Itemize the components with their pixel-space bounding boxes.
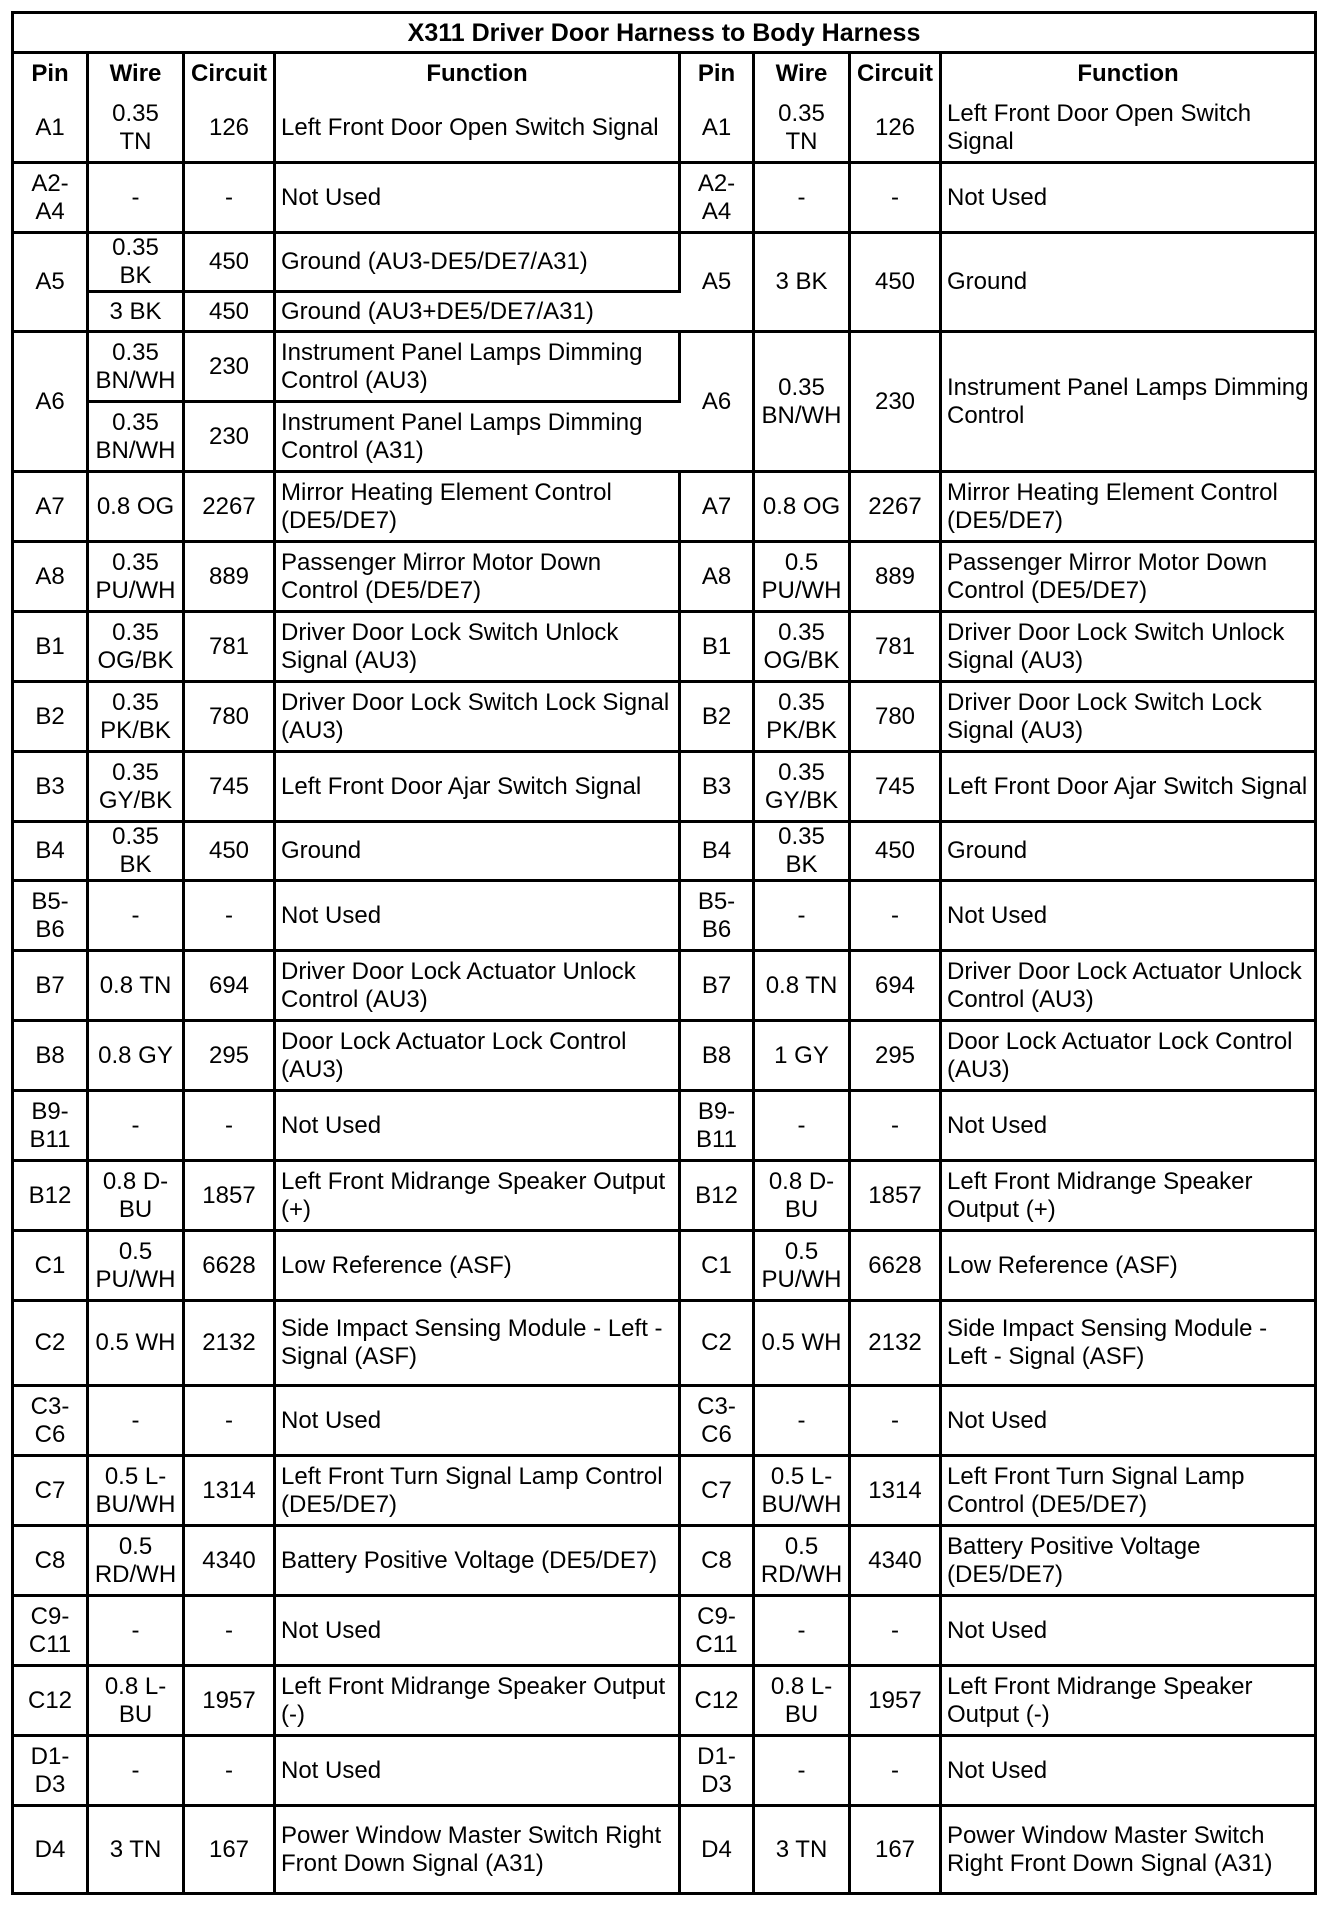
- circuit-cell: 4340: [851, 1527, 942, 1597]
- circuit-cell: 2267: [185, 473, 276, 543]
- wire-cell: 0.35 PK/BK: [89, 683, 185, 753]
- wire-cell: 0.35 OG/BK: [89, 613, 185, 683]
- wire-cell: 0.5 L-BU/WH: [755, 1457, 851, 1527]
- pin-cell: B3: [681, 753, 755, 823]
- wire-cell: 0.35 GY/BK: [89, 753, 185, 823]
- circuit-cell: -: [185, 164, 276, 234]
- function-cell: Instrument Panel Lamps Dimming Control: [942, 333, 1314, 473]
- wire-cell: -: [755, 882, 851, 952]
- circuit-cell: 450: [185, 234, 276, 293]
- circuit-cell: -: [851, 882, 942, 952]
- pin-cell: C1: [681, 1232, 755, 1302]
- table-row: [14, 1457, 1314, 1527]
- wire-cell: 3 TN: [89, 1807, 185, 1892]
- function-cell: Not Used: [942, 1737, 1314, 1807]
- circuit-cell: -: [185, 1737, 276, 1807]
- function-cell: Ground (AU3-DE5/DE7/A31): [276, 234, 681, 293]
- function-cell: Driver Door Lock Switch Lock Signal (AU3): [276, 683, 681, 753]
- function-cell: Not Used: [276, 1092, 681, 1162]
- wire-cell: 0.35 BK: [89, 823, 185, 882]
- table-row: [14, 1092, 1314, 1162]
- table-row: [14, 683, 1314, 753]
- circuit-cell: 167: [851, 1807, 942, 1892]
- pin-cell: D4: [14, 1807, 89, 1892]
- circuit-cell: 889: [851, 543, 942, 613]
- wire-cell: 0.35 BK: [89, 234, 185, 293]
- table-row: [14, 1807, 1314, 1892]
- function-cell: Ground: [942, 234, 1314, 333]
- harness-table-wrapper: [11, 11, 1317, 1895]
- table-row: [14, 94, 1314, 164]
- pin-cell: D1-D3: [681, 1737, 755, 1807]
- circuit-cell: 230: [851, 333, 942, 473]
- wire-cell: 0.8 OG: [89, 473, 185, 543]
- function-cell: Ground: [276, 823, 681, 882]
- function-cell: Driver Door Lock Switch Unlock Signal (AU3): [276, 613, 681, 683]
- circuit-cell: 167: [185, 1807, 276, 1892]
- pin-cell: B8: [681, 1022, 755, 1092]
- circuit-cell: 2267: [851, 473, 942, 543]
- function-cell: Left Front Door Open Switch Signal: [276, 94, 681, 164]
- circuit-cell: 1857: [185, 1162, 276, 1232]
- function-cell: Ground: [942, 823, 1314, 882]
- wire-cell: 0.35 BN/WH: [755, 333, 851, 473]
- circuit-cell: 450: [851, 234, 942, 333]
- circuit-cell: -: [851, 1737, 942, 1807]
- wire-cell: 0.8 D-BU: [755, 1162, 851, 1232]
- wire-cell: 0.35 BK: [755, 823, 851, 882]
- pin-cell: C12: [14, 1667, 89, 1737]
- pin-cell: C2: [14, 1302, 89, 1387]
- function-cell: Low Reference (ASF): [276, 1232, 681, 1302]
- circuit-cell: 4340: [185, 1527, 276, 1597]
- wire-cell: 3 BK: [89, 293, 185, 333]
- pin-cell: A2-A4: [14, 164, 89, 234]
- wire-cell: 0.5 RD/WH: [755, 1527, 851, 1597]
- function-cell: Not Used: [276, 1387, 681, 1457]
- wire-cell: 1 GY: [755, 1022, 851, 1092]
- circuit-cell: 450: [185, 823, 276, 882]
- function-cell: Left Front Door Ajar Switch Signal: [276, 753, 681, 823]
- wire-cell: 0.35 OG/BK: [755, 613, 851, 683]
- wire-cell: 3 TN: [755, 1807, 851, 1892]
- circuit-cell: 694: [851, 952, 942, 1022]
- wire-cell: 0.5 PU/WH: [755, 543, 851, 613]
- circuit-cell: 745: [185, 753, 276, 823]
- col-header-circuit: Circuit: [185, 54, 276, 94]
- table-row: [14, 473, 1314, 543]
- pin-cell: B7: [14, 952, 89, 1022]
- function-cell: Side Impact Sensing Module - Left - Signal (ASF): [942, 1302, 1314, 1387]
- function-cell: Driver Door Lock Actuator Unlock Control (AU3): [942, 952, 1314, 1022]
- table-row: [14, 952, 1314, 1022]
- pin-cell: C8: [14, 1527, 89, 1597]
- circuit-cell: -: [185, 1597, 276, 1667]
- wire-cell: -: [89, 1597, 185, 1667]
- pin-cell: B12: [14, 1162, 89, 1232]
- wire-cell: 0.5 WH: [89, 1302, 185, 1387]
- circuit-cell: 230: [185, 333, 276, 403]
- pin-cell: C9-C11: [681, 1597, 755, 1667]
- wire-cell: 0.8 L-BU: [755, 1667, 851, 1737]
- pin-cell: A1: [681, 94, 755, 164]
- wire-cell: -: [755, 1092, 851, 1162]
- pin-cell: A7: [681, 473, 755, 543]
- function-cell: Mirror Heating Element Control (DE5/DE7): [942, 473, 1314, 543]
- pin-cell: A7: [14, 473, 89, 543]
- pin-cell: C8: [681, 1527, 755, 1597]
- circuit-cell: 295: [185, 1022, 276, 1092]
- circuit-cell: 2132: [185, 1302, 276, 1387]
- circuit-cell: 230: [185, 403, 276, 473]
- function-cell: Left Front Door Open Switch Signal: [942, 94, 1314, 164]
- wire-cell: 0.8 L-BU: [89, 1667, 185, 1737]
- header-row: [14, 54, 1314, 94]
- pin-cell: D1-D3: [14, 1737, 89, 1807]
- function-cell: Battery Positive Voltage (DE5/DE7): [942, 1527, 1314, 1597]
- function-cell: Driver Door Lock Switch Unlock Signal (AU3): [942, 613, 1314, 683]
- function-cell: Left Front Midrange Speaker Output (-): [276, 1667, 681, 1737]
- wire-cell: 0.35 TN: [89, 94, 185, 164]
- harness-pinout-table: [11, 11, 1317, 1895]
- wire-cell: 0.8 TN: [755, 952, 851, 1022]
- pin-cell: B8: [14, 1022, 89, 1092]
- circuit-cell: 1857: [851, 1162, 942, 1232]
- wire-cell: -: [89, 1092, 185, 1162]
- circuit-cell: -: [185, 882, 276, 952]
- function-cell: Left Front Turn Signal Lamp Control (DE5/DE7): [276, 1457, 681, 1527]
- pin-cell: B5-B6: [14, 882, 89, 952]
- wire-cell: 0.8 OG: [755, 473, 851, 543]
- pin-cell: B1: [14, 613, 89, 683]
- col-header-wire: Wire: [755, 54, 851, 94]
- function-cell: Not Used: [942, 1092, 1314, 1162]
- function-cell: Driver Door Lock Switch Lock Signal (AU3): [942, 683, 1314, 753]
- pin-cell: B9-B11: [681, 1092, 755, 1162]
- circuit-cell: -: [851, 1597, 942, 1667]
- circuit-cell: 1314: [185, 1457, 276, 1527]
- function-cell: Left Front Door Ajar Switch Signal: [942, 753, 1314, 823]
- wire-cell: -: [89, 1737, 185, 1807]
- wire-cell: 0.8 D-BU: [89, 1162, 185, 1232]
- pin-cell: C7: [14, 1457, 89, 1527]
- col-header-circuit: Circuit: [851, 54, 942, 94]
- pin-cell: B7: [681, 952, 755, 1022]
- circuit-cell: 1957: [185, 1667, 276, 1737]
- table-row: [14, 543, 1314, 613]
- function-cell: Instrument Panel Lamps Dimming Control (A31): [276, 403, 681, 473]
- pin-cell: C7: [681, 1457, 755, 1527]
- wire-cell: 0.35 PK/BK: [755, 683, 851, 753]
- circuit-cell: -: [185, 1092, 276, 1162]
- circuit-cell: 126: [185, 94, 276, 164]
- wire-cell: 0.5 PU/WH: [89, 1232, 185, 1302]
- function-cell: Instrument Panel Lamps Dimming Control (AU3): [276, 333, 681, 403]
- function-cell: Side Impact Sensing Module - Left - Signal (ASF): [276, 1302, 681, 1387]
- function-cell: Not Used: [276, 1597, 681, 1667]
- wire-cell: 0.35 BN/WH: [89, 333, 185, 403]
- table-row: [14, 1597, 1314, 1667]
- table-body: [14, 94, 1314, 1892]
- pin-cell: C2: [681, 1302, 755, 1387]
- function-cell: Left Front Midrange Speaker Output (-): [942, 1667, 1314, 1737]
- table-row: [14, 1232, 1314, 1302]
- circuit-cell: 780: [185, 683, 276, 753]
- pin-cell: A2-A4: [681, 164, 755, 234]
- function-cell: Left Front Midrange Speaker Output (+): [276, 1162, 681, 1232]
- table-row: [14, 882, 1314, 952]
- function-cell: Not Used: [942, 1387, 1314, 1457]
- table-row: [14, 164, 1314, 234]
- wire-cell: 0.5 PU/WH: [755, 1232, 851, 1302]
- table-row: [14, 1527, 1314, 1597]
- function-cell: Not Used: [276, 1737, 681, 1807]
- pin-cell: C12: [681, 1667, 755, 1737]
- table-row: [14, 1387, 1314, 1457]
- pin-cell: C3-C6: [14, 1387, 89, 1457]
- function-cell: Driver Door Lock Actuator Unlock Control (AU3): [276, 952, 681, 1022]
- wire-cell: 0.5 WH: [755, 1302, 851, 1387]
- pin-cell: B4: [14, 823, 89, 882]
- circuit-cell: 1957: [851, 1667, 942, 1737]
- wire-cell: -: [89, 164, 185, 234]
- table-row: [14, 333, 1314, 403]
- wire-cell: 0.5 L-BU/WH: [89, 1457, 185, 1527]
- table-row: [14, 823, 1314, 882]
- function-cell: Door Lock Actuator Lock Control (AU3): [276, 1022, 681, 1092]
- pin-cell: B3: [14, 753, 89, 823]
- pin-cell: A5: [681, 234, 755, 333]
- circuit-cell: 450: [185, 293, 276, 333]
- pin-cell: C9-C11: [14, 1597, 89, 1667]
- wire-cell: 3 BK: [755, 234, 851, 333]
- table-row: [14, 613, 1314, 683]
- function-cell: Not Used: [942, 1597, 1314, 1667]
- circuit-cell: 450: [851, 823, 942, 882]
- pin-cell: B5-B6: [681, 882, 755, 952]
- col-header-function: Function: [276, 54, 681, 94]
- function-cell: Not Used: [942, 164, 1314, 234]
- pin-cell: A6: [681, 333, 755, 473]
- wire-cell: 0.35 BN/WH: [89, 403, 185, 473]
- circuit-cell: 781: [185, 613, 276, 683]
- function-cell: Left Front Turn Signal Lamp Control (DE5/DE7): [942, 1457, 1314, 1527]
- table-row: [14, 1162, 1314, 1232]
- pin-cell: C1: [14, 1232, 89, 1302]
- function-cell: Low Reference (ASF): [942, 1232, 1314, 1302]
- pin-cell: A6: [14, 333, 89, 473]
- circuit-cell: 2132: [851, 1302, 942, 1387]
- circuit-cell: -: [851, 164, 942, 234]
- function-cell: Passenger Mirror Motor Down Control (DE5/DE7): [276, 543, 681, 613]
- table-row: [14, 1667, 1314, 1737]
- wire-cell: 0.8 TN: [89, 952, 185, 1022]
- function-cell: Mirror Heating Element Control (DE5/DE7): [276, 473, 681, 543]
- circuit-cell: 126: [851, 94, 942, 164]
- wire-cell: -: [89, 882, 185, 952]
- wire-cell: 0.8 GY: [89, 1022, 185, 1092]
- col-header-pin: Pin: [14, 54, 89, 94]
- wire-cell: 0.35 GY/BK: [755, 753, 851, 823]
- function-cell: Not Used: [942, 882, 1314, 952]
- function-cell: Power Window Master Switch Right Front Down Signal (A31): [276, 1807, 681, 1892]
- circuit-cell: 745: [851, 753, 942, 823]
- pin-cell: B2: [681, 683, 755, 753]
- function-cell: Not Used: [276, 164, 681, 234]
- function-cell: Left Front Midrange Speaker Output (+): [942, 1162, 1314, 1232]
- circuit-cell: 780: [851, 683, 942, 753]
- table-row: [14, 1737, 1314, 1807]
- wire-cell: -: [755, 1387, 851, 1457]
- pin-cell: B4: [681, 823, 755, 882]
- function-cell: Ground (AU3+DE5/DE7/A31): [276, 293, 681, 333]
- wire-cell: 0.35 TN: [755, 94, 851, 164]
- pin-cell: A8: [14, 543, 89, 613]
- circuit-cell: -: [851, 1092, 942, 1162]
- wire-cell: -: [755, 164, 851, 234]
- table-row: [14, 753, 1314, 823]
- circuit-cell: 889: [185, 543, 276, 613]
- function-cell: Door Lock Actuator Lock Control (AU3): [942, 1022, 1314, 1092]
- col-header-wire: Wire: [89, 54, 185, 94]
- function-cell: Battery Positive Voltage (DE5/DE7): [276, 1527, 681, 1597]
- pin-cell: B1: [681, 613, 755, 683]
- wire-cell: 0.5 RD/WH: [89, 1527, 185, 1597]
- circuit-cell: 6628: [851, 1232, 942, 1302]
- table-row: [14, 1302, 1314, 1387]
- circuit-cell: -: [185, 1387, 276, 1457]
- circuit-cell: 1314: [851, 1457, 942, 1527]
- function-cell: Power Window Master Switch Right Front Down Signal (A31): [947, 1821, 1273, 1877]
- function-cell: Passenger Mirror Motor Down Control (DE5/DE7): [942, 543, 1314, 613]
- pin-cell: B9-B11: [14, 1092, 89, 1162]
- circuit-cell: 694: [185, 952, 276, 1022]
- wire-cell: -: [755, 1737, 851, 1807]
- wire-cell: -: [89, 1387, 185, 1457]
- pin-cell: B12: [681, 1162, 755, 1232]
- pin-cell: A8: [681, 543, 755, 613]
- pin-cell: B2: [14, 683, 89, 753]
- circuit-cell: 6628: [185, 1232, 276, 1302]
- pin-cell: D4: [681, 1807, 755, 1892]
- wire-cell: -: [755, 1597, 851, 1667]
- circuit-cell: -: [851, 1387, 942, 1457]
- wire-cell: 0.35 PU/WH: [89, 543, 185, 613]
- table-title: X311 Driver Door Harness to Body Harness: [14, 14, 1314, 54]
- pin-cell: A1: [14, 94, 89, 164]
- table-row: [14, 234, 1314, 293]
- function-cell: Not Used: [276, 882, 681, 952]
- circuit-cell: 295: [851, 1022, 942, 1092]
- table-row: [14, 1022, 1314, 1092]
- circuit-cell: 781: [851, 613, 942, 683]
- col-header-pin: Pin: [681, 54, 755, 94]
- pin-cell: C3-C6: [681, 1387, 755, 1457]
- pin-cell: A5: [14, 234, 89, 333]
- col-header-function: Function: [1077, 60, 1179, 87]
